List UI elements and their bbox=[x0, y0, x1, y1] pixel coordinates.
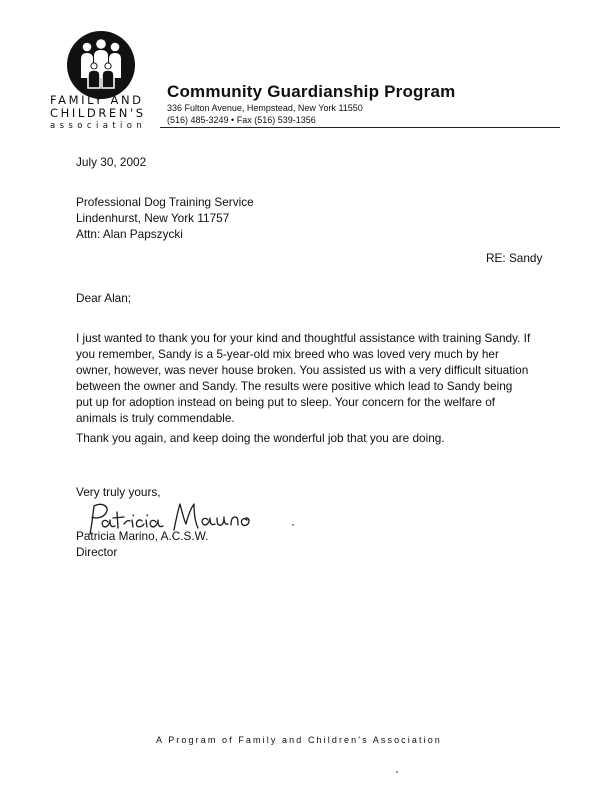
family-logo-icon bbox=[66, 30, 136, 100]
salutation: Dear Alan; bbox=[76, 291, 132, 305]
body-paragraph-1 bbox=[76, 330, 530, 426]
signer-title: Director bbox=[76, 545, 118, 559]
footer-text: A Program of Family and Children's Association bbox=[156, 735, 442, 745]
org-name-line1: FAMILY AND bbox=[50, 93, 144, 107]
letter-date: July 30, 2002 bbox=[76, 155, 147, 169]
signer-name: Patricia Marino, A.C.S.W. bbox=[76, 529, 209, 543]
recipient-line2: Lindenhurst, New York 11757 bbox=[76, 211, 230, 225]
recipient-line3: Attn: Alan Papszycki bbox=[76, 227, 183, 241]
paragraph-line: you remember, Sandy is a 5-year-old mix breed who was loved very much by her bbox=[76, 347, 499, 361]
paragraph-line: I just wanted to thank you for your kind and thoughtful assistance with training Sandy. If bbox=[76, 331, 531, 345]
paragraph-line: animals is truly commendable. bbox=[76, 411, 235, 425]
recipient-address bbox=[76, 194, 254, 242]
closing: Very truly yours, bbox=[76, 485, 161, 499]
program-title: Community Guardianship Program bbox=[167, 82, 456, 101]
letterhead-address: 336 Fulton Avenue, Hempstead, New York 11550 bbox=[167, 103, 363, 113]
scan-speck bbox=[396, 771, 398, 773]
body-paragraph-2: Thank you again, and keep doing the wonderful job that you are doing. bbox=[76, 431, 445, 445]
scan-speck bbox=[292, 524, 294, 526]
org-name-line2: CHILDREN'S bbox=[50, 106, 146, 120]
paragraph-line: between the owner and Sandy. The results were positive which lead to Sandy being bbox=[76, 379, 513, 393]
subject-line: RE: Sandy bbox=[486, 251, 543, 265]
letterhead-phone-fax: (516) 485-3249 • Fax (516) 539-1356 bbox=[167, 115, 316, 125]
header-divider bbox=[160, 127, 560, 128]
org-name-line3: association bbox=[50, 121, 147, 131]
paragraph-line: owner, however, was never house broken. You assisted us with a very difficult situation bbox=[76, 363, 529, 377]
paragraph-line: put up for adoption instead on being put to sleep. Your concern for the welfare of bbox=[76, 395, 496, 409]
recipient-line1: Professional Dog Training Service bbox=[76, 195, 254, 209]
